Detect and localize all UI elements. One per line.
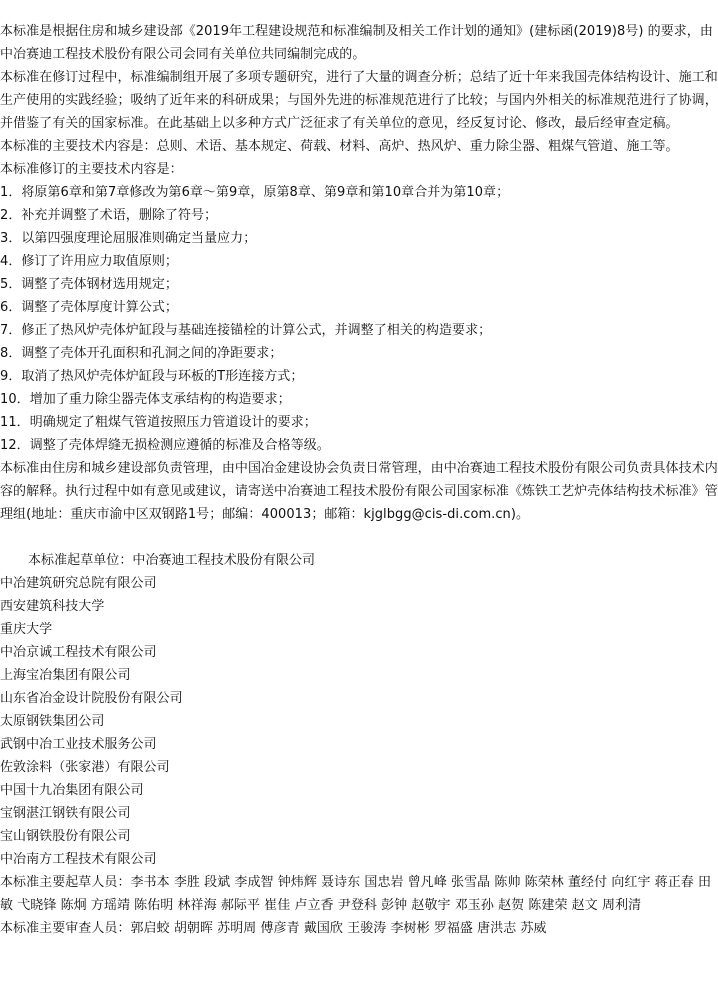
list-item: 1．将原第6章和第7章修改为第6章～第9章，原第8章、第9章和第10章合并为第10章； (0, 185, 510, 200)
list-item: 太原钢铁集团公司 (0, 714, 105, 729)
list-item: 9．取消了热风炉壳体炉缸段与环板的T形连接方式； (0, 369, 304, 384)
list-item: 4．修订了许用应力取值原则； (0, 254, 178, 269)
list-item: 西安建筑科技大学 (0, 599, 105, 614)
revision-list (0, 181, 718, 457)
list-item: 5．调整了壳体钢材选用规定； (0, 277, 178, 292)
list-item: 宝钢湛江钢铁有限公司 (0, 806, 131, 821)
document-body (0, 20, 718, 940)
blank-line (0, 526, 718, 549)
list-item: 7．修正了热风炉壳体炉缸段与基础连接锚栓的计算公式，并调整了相关的构造要求； (0, 323, 492, 338)
management-paragraph: 本标准由住房和城乡建设部负责管理，由中国冶金建设协会负责日常管理，由中冶赛迪工程技术股份有限公司负责具体技术内容的解释。执行过程中如有意见或建议，请寄送中冶赛迪工程技术股份有限公司国家标准《炼铁工艺炉壳体结构技术标准》管理组(地址：重庆市渝中区双钢路1号；邮编：400013；邮箱：kjglbgg@cis-di.com.cn)。 (0, 461, 718, 522)
list-item: 10．增加了重力除尘器壳体支承结构的构造要求； (0, 392, 291, 407)
list-item: 上海宝冶集团有限公司 (0, 668, 131, 683)
list-item: 8．调整了壳体开孔面积和孔洞之间的净距要求； (0, 346, 283, 361)
list-item: 宝山钢铁股份有限公司 (0, 829, 131, 844)
intro-paragraph-3: 本标准的主要技术内容是：总则、术语、基本规定、荷载、材料、高炉、热风炉、重力除尘器、粗煤气管道、施工等。 (0, 139, 679, 154)
chief-drafting-unit: 本标准起草单位：中冶赛迪工程技术股份有限公司 (28, 553, 316, 568)
list-item: 重庆大学 (0, 622, 53, 637)
list-item: 武钢中冶工业技术服务公司 (0, 737, 157, 752)
participating-units-list (0, 572, 718, 871)
revision-heading: 本标准修订的主要技术内容是： (0, 162, 183, 177)
list-item: 中冶京诚工程技术有限公司 (0, 645, 157, 660)
list-item: 山东省冶金设计院股份有限公司 (0, 691, 183, 706)
list-item: 6．调整了壳体厚度计算公式； (0, 300, 178, 315)
list-item: 中冶建筑研究总院有限公司 (0, 576, 157, 591)
main-reviewers: 本标准主要审查人员：郭启蛟 胡朝晖 苏明周 傅彦青 戴国欣 王骏涛 李树彬 罗福盛 唐洪志 苏威 (0, 921, 547, 936)
list-item: 2．补充并调整了术语，删除了符号； (0, 208, 218, 223)
list-item: 中冶南方工程技术有限公司 (0, 852, 157, 867)
list-item: 中国十九冶集团有限公司 (0, 783, 144, 798)
intro-paragraph-1: 本标准是根据住房和城乡建设部《2019年工程建设规范和标准编制及相关工作计划的通知》(建标函(2019)8号) 的要求，由中冶赛迪工程技术股份有限公司会同有关单位共同编制完成的。 (0, 24, 713, 62)
intro-paragraph-2: 本标准在修订过程中，标准编制组开展了多项专题研究，进行了大量的调查分析；总结了近十年来我国壳体结构设计、施工和生产使用的实践经验；吸纳了近年来的科研成果；与国外先进的标准规范进行了比较；与国内外相关的标准规范进行了协调，并借鉴了有关的国家标准。在此基础上以多种方式广泛征求了有关单位的意见，经反复讨论、修改，最后经审查定稿。 (0, 70, 718, 131)
list-item: 11．明确规定了粗煤气管道按照压力管道设计的要求； (0, 415, 317, 430)
main-drafters: 本标准主要起草人员：李书本 李胜 段斌 李成智 钟炜辉 聂诗东 国忠岩 曾凡峰 张雪晶 陈帅 陈荣林 董经付 向红宇 蒋正春 田敏 弋晓锋 陈炯 方瑶靖 陈佑明 林祥海 郝际平 崔佳 卢立香 尹登科 彭钟 赵敬宇 邓玉孙 赵贺 陈建荣 赵文 周利清 (0, 875, 712, 913)
list-item: 佐敦涂料（张家港）有限公司 (0, 760, 170, 775)
list-item: 3．以第四强度理论屈服准则确定当量应力； (0, 231, 257, 246)
list-item: 12．调整了壳体焊缝无损检测应遵循的标准及合格等级。 (0, 438, 330, 453)
